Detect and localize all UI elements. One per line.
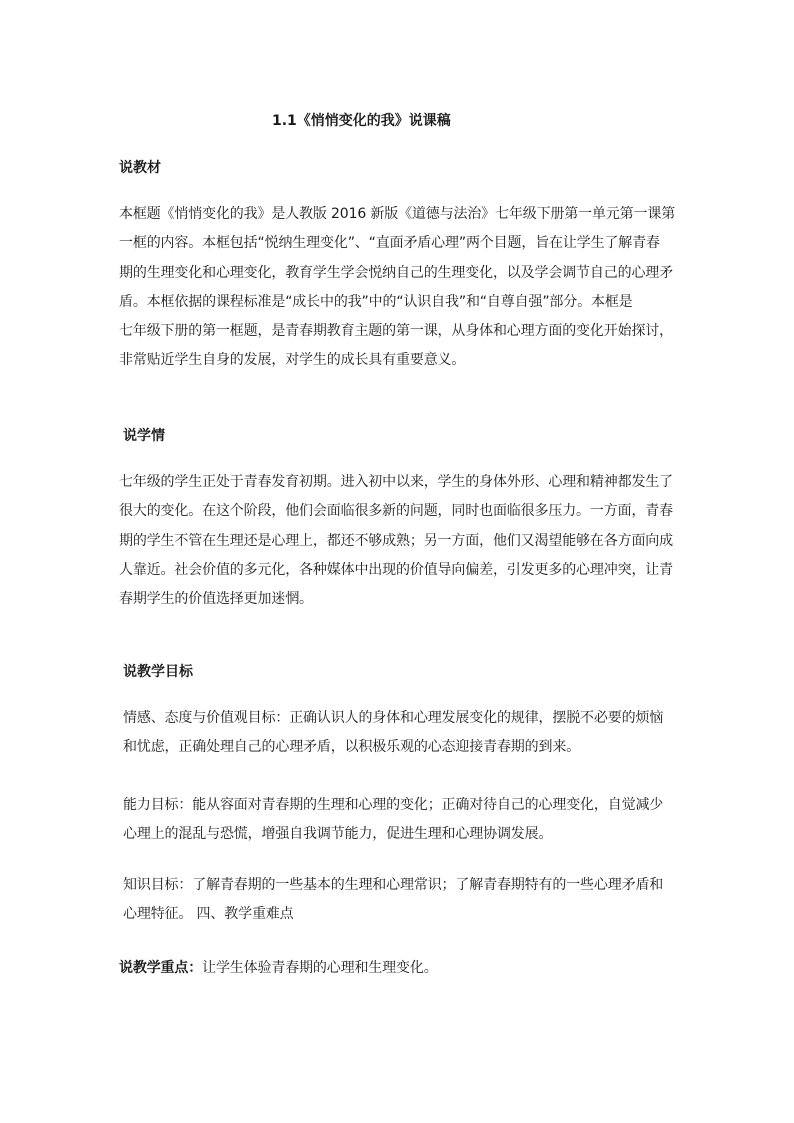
paragraph-line: 知识目标：了解青春期的一些基本的生理和心理常识；了解青春期特有的一些心理矛盾和 bbox=[123, 877, 664, 893]
paragraph-line: 七年级下册的第一框题，是青春期教育主题的第一课，从身体和心理方面的变化开始探讨， bbox=[119, 323, 673, 340]
paragraph-line: 能力目标：能从容面对青春期的生理和心理的变化；正确对待自己的心理变化，自觉减少 bbox=[123, 797, 664, 813]
goal-ability bbox=[119, 791, 698, 850]
paragraph-line: 一框的内容。本框包括“悦纳生理变化”、“直面矛盾心理”两个目题，旨在让学生了解青春 bbox=[119, 235, 660, 252]
paragraph-students bbox=[119, 468, 694, 614]
paragraph-line: 七年级的学生正处于青春发育初期。进入初中以来，学生的身体外形、心理和精神都发生了 bbox=[119, 474, 673, 490]
paragraph-line: 很大的变化。在这个阶段，他们会面临很多新的问题，同时也面临很多压力。一方面，青春 bbox=[119, 503, 673, 520]
key-point-label: 说教学重点： bbox=[119, 960, 203, 976]
key-point-line bbox=[119, 954, 694, 983]
paragraph-line: 本框题《悄悄变化的我》是人教版 2016 新版《道德与法治》七年级下册第一单元第一课第 bbox=[119, 206, 676, 222]
goal-knowledge bbox=[119, 871, 698, 930]
paragraph-line: 春期学生的价值选择更加迷惘。 bbox=[119, 591, 313, 608]
paragraph-line: 非常贴近学生自身的发展，对学生的成长具有重要意义。 bbox=[119, 352, 466, 369]
paragraph-line: 情感、态度与价值观目标：正确认识人的身体和心理发展变化的规律，摆脱不必要的烦恼 bbox=[123, 710, 664, 726]
goal-emotion bbox=[119, 704, 698, 763]
paragraph-line: 和忧虑，正确处理自己的心理矛盾，以积极乐观的心态迎接青春期的到来。 bbox=[123, 739, 581, 756]
paragraph-textbook bbox=[119, 200, 694, 376]
paragraph-line: 期的学生不管在生理还是心理上，都还不够成熟；另一方面，他们又渴望能够在各方面向成 bbox=[119, 532, 673, 549]
paragraph-line: 心理特征。 四、教学重难点 bbox=[123, 906, 294, 923]
paragraph-line: 期的生理变化和心理变化，教育学生学会悦纳自己的生理变化，以及学会调节自己的心理矛 bbox=[119, 264, 673, 281]
key-point-text: 让学生体验青春期的心理和生理变化。 bbox=[202, 960, 438, 976]
paragraph-line: 心理上的混乱与恐慌，增强自我调节能力，促进生理和心理协调发展。 bbox=[123, 826, 553, 843]
section-heading-textbook: 说教材 bbox=[119, 160, 161, 176]
paragraph-line: 人靠近。社会价值的多元化，各种媒体中出现的价值导向偏差，引发更多的心理冲突，让青 bbox=[119, 561, 673, 578]
paragraph-line: 盾。本框依据的课程标准是“成长中的我”中的“认识自我”和“自尊自强”部分。本框是 bbox=[119, 293, 633, 310]
section-heading-students: 说学情 bbox=[123, 428, 165, 444]
key-point bbox=[119, 954, 694, 983]
document-title: 1.1《悄悄变化的我》说课稿 bbox=[272, 113, 451, 129]
section-heading-goals: 说教学目标 bbox=[123, 664, 193, 680]
